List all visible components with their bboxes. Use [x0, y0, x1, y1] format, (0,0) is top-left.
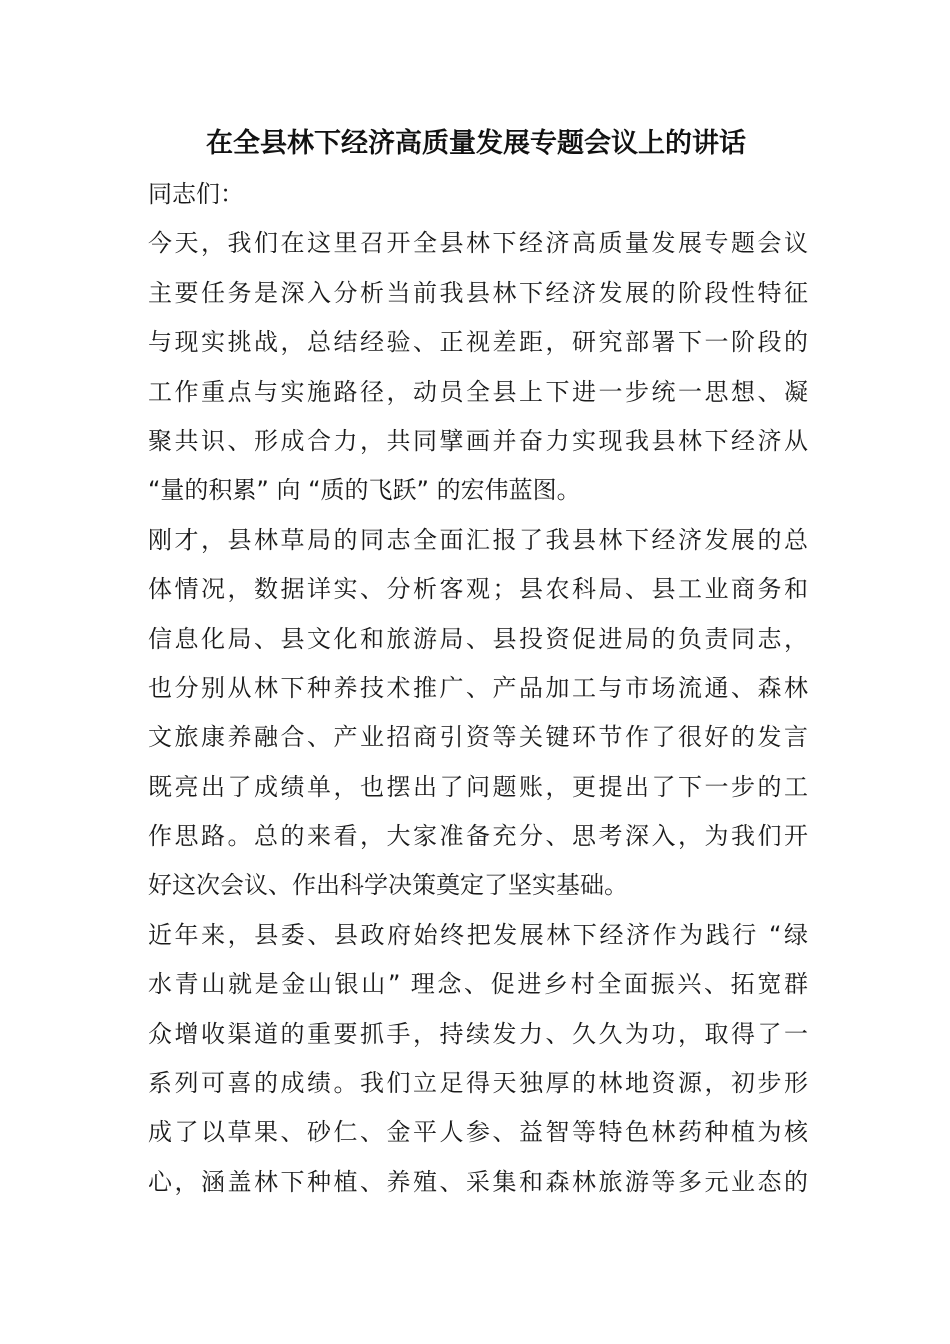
paragraph-line: 今天，我们在这里召开全县林下经济高质量发展专题会议	[148, 229, 808, 258]
salutation-line: 同志们：	[148, 180, 244, 208]
paragraph-line: 信息化局、县文化和旅游局、县投资促进局的负责同志，	[148, 624, 808, 653]
paragraph-line: “量的积累” 向 “质的飞跃” 的宏伟蓝图。	[148, 476, 581, 505]
paragraph-line: 既亮出了成绩单，也摆出了问题账，更提出了下一步的工	[148, 772, 808, 801]
paragraph-line: 水青山就是金山银山” 理念、促进乡村全面振兴、拓宽群	[148, 970, 808, 999]
paragraph-line: 心，涵盖林下种植、养殖、采集和森林旅游等多元业态的	[148, 1167, 808, 1196]
paragraph-line: 众增收渠道的重要抓手，持续发力、久久为功，取得了一	[148, 1019, 808, 1048]
paragraph-line: 也分别从林下种养技术推广、产品加工与市场流通、森林	[148, 673, 808, 702]
paragraph-line: 系列可喜的成绩。我们立足得天独厚的林地资源，初步形	[148, 1069, 808, 1098]
paragraph-line: 主要任务是深入分析当前我县林下经济发展的阶段性特征	[148, 278, 808, 307]
document-body	[148, 170, 808, 1207]
paragraph-line: 与现实挑战，总结经验、正视差距，研究部署下一阶段的	[148, 328, 808, 357]
paragraph-line: 工作重点与实施路径，动员全县上下进一步统一思想、凝	[148, 377, 808, 406]
document-title: 在全县林下经济高质量发展专题会议上的讲话	[206, 128, 746, 159]
paragraph-line: 刚才，县林草局的同志全面汇报了我县林下经济发展的总	[148, 525, 808, 554]
paragraph-line: 近年来，县委、县政府始终把发展林下经济作为践行 “绿	[148, 920, 808, 949]
paragraph-line: 作思路。总的来看，大家准备充分、思考深入，为我们开	[148, 822, 808, 851]
paragraph-line: 文旅康养融合、产业招商引资等关键环节作了很好的发言	[148, 723, 808, 752]
paragraph-line: 体情况，数据详实、分析客观；县农科局、县工业商务和	[148, 575, 808, 604]
paragraph-line: 好这次会议、作出科学决策奠定了坚实基础。	[148, 871, 628, 900]
paragraph-line: 聚共识、形成合力，共同擘画并奋力实现我县林下经济从	[148, 426, 808, 455]
paragraph-line: 成了以草果、砂仁、金平人参、益智等特色林药种植为核	[148, 1118, 808, 1147]
